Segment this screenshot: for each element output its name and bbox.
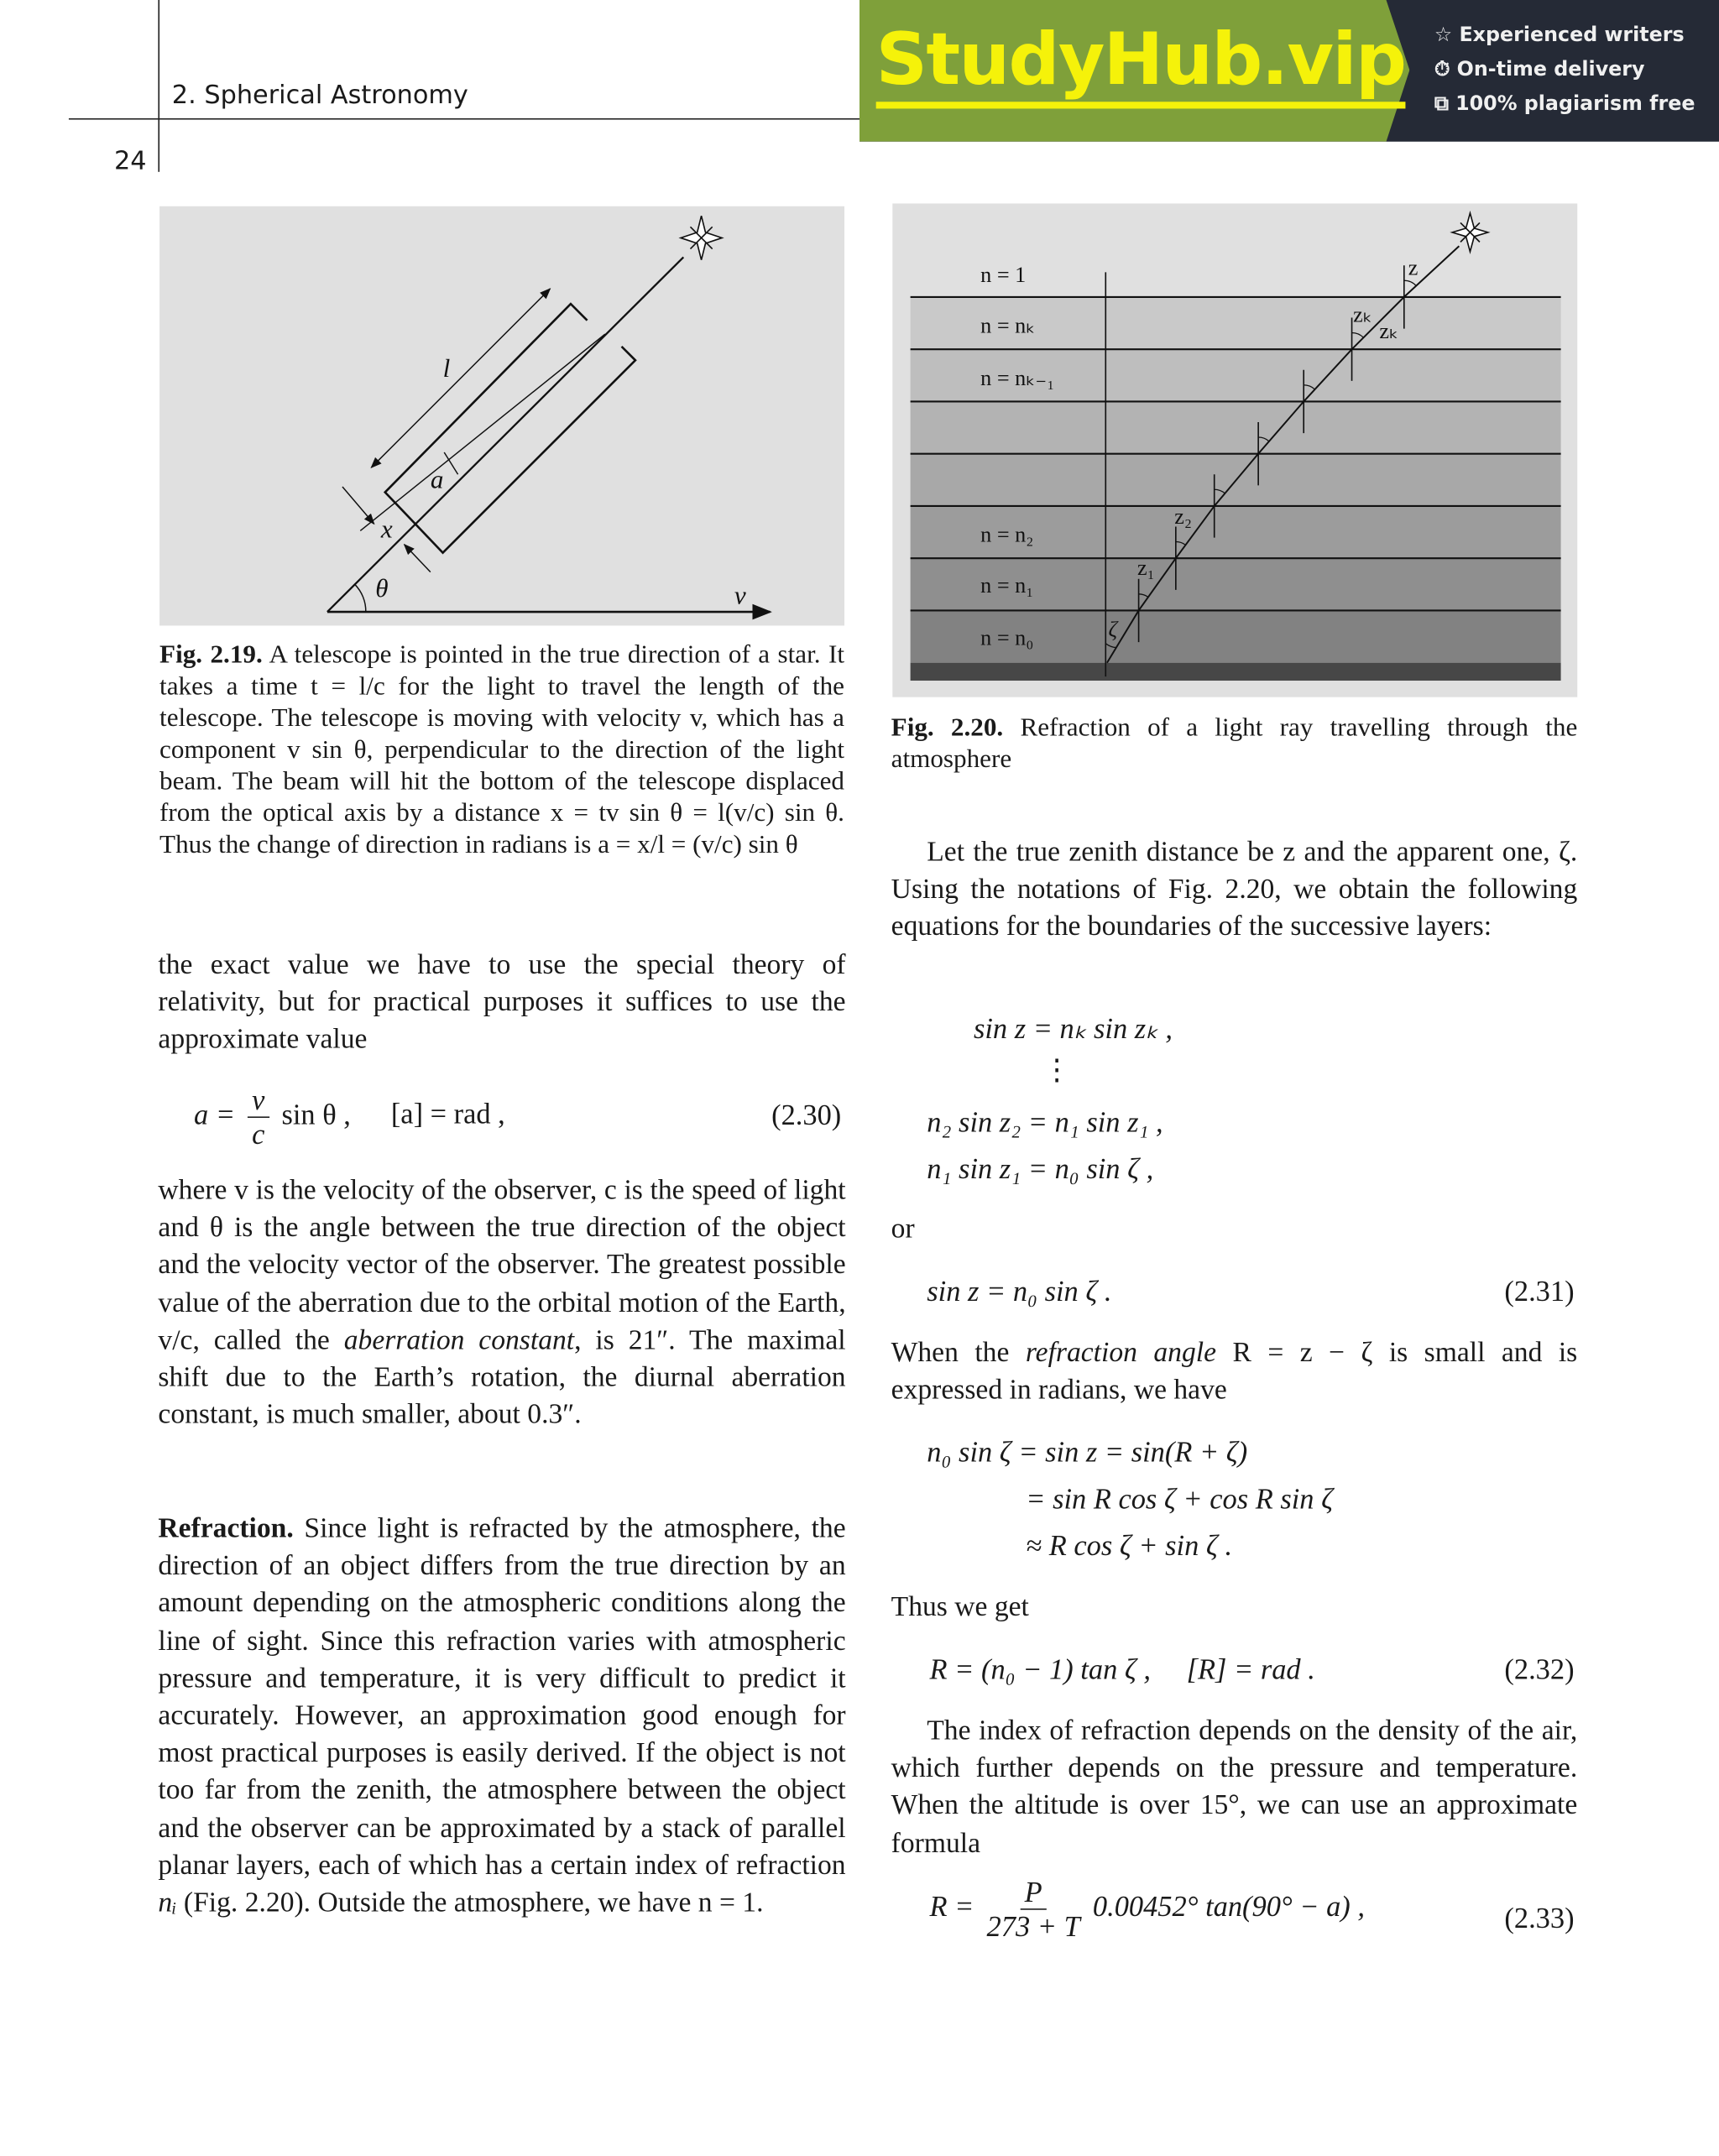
equation-number-2-32: (2.32) bbox=[1504, 1652, 1575, 1686]
caption-text: A telescope is pointed in the true direction of a star. It takes a time t = l/c for the light to travel the length of the telescope. The telescope is moving with velocity v, which has a component v sin θ, perpendicular to the direction of the light beam. The beam will hit the bottom of the telescope displaced from the optical axis by a distance x = tv sin θ = l(v/c) sin θ. Thus the change of direction in radians is a = x/l = (v/c) sin θ bbox=[159, 640, 844, 859]
layer-label-nk-1: n = nₖ₋₁ bbox=[980, 365, 1055, 390]
ad-brand-logo: StudyHub.vip bbox=[876, 19, 1406, 108]
text-or: or bbox=[891, 1214, 915, 1245]
eq-main: R = (n₀ − 1) tan ζ , bbox=[929, 1652, 1152, 1686]
paragraph-index-of-refraction: The index of refraction depends on the density of the air, which further depends on the pressure and temperature. When the altitude is over 15°, we can use an approximate formula bbox=[891, 1715, 1578, 1859]
angle-label-zk-upper: zₖ bbox=[1353, 302, 1372, 327]
derivation-line-2: = sin R cos ζ + cos R sin ζ bbox=[1026, 1482, 1334, 1516]
eq-denominator: 273 + T bbox=[986, 1909, 1080, 1944]
eq-unit: [R] = rad . bbox=[1186, 1652, 1315, 1686]
equation-number-2-31: (2.31) bbox=[1504, 1274, 1575, 1308]
star-icon: ☆ bbox=[1434, 24, 1453, 47]
derivation-line-1: n₀ sin ζ = sin z = sin(R + ζ) bbox=[927, 1435, 1248, 1469]
text: Since light is refracted by the atmosphere, the direction of an object differs from the true direction by an amount depending on the atmospheric conditions along the line of sight. Since this refraction varies with atmospheric pressure and temperature, it is very difficult to predict it accurately. However, an approximation good enough for most practical purposes is easily derived. If the object is not too far from the zenith, the atmosphere between the object and the observer can be approximated by a stack of parallel planar layers, each of which has a certain index of refraction bbox=[158, 1513, 846, 1882]
ad-feature-label: Experienced writers bbox=[1459, 24, 1685, 47]
ad-feature-label: 100% plagiarism free bbox=[1455, 93, 1695, 116]
equation-2-33 bbox=[930, 1876, 1365, 1944]
atmosphere-layer bbox=[911, 401, 1561, 453]
equation-2-31: sin z = n₀ sin ζ . bbox=[927, 1274, 1112, 1308]
label-x: x bbox=[380, 514, 393, 544]
layer-label-n2: n = n₂ bbox=[980, 522, 1034, 547]
symbol-ni: nᵢ bbox=[158, 1887, 177, 1918]
text: , is 21″. The maximal shift due to the Earth’s rotation, the diurnal aberration constant, is much smaller, about 0.3″. bbox=[158, 1325, 846, 1431]
eq-lhs: R = bbox=[929, 1889, 974, 1924]
layer-equation-k: sin z = nₖ sin zₖ , bbox=[973, 1011, 1173, 1046]
text-thus-we-get: Thus we get bbox=[891, 1592, 1029, 1623]
page-number: 24 bbox=[113, 147, 147, 176]
paragraph-relativity: the exact value we have to use the special theory of relativity, but for practical purposes it suffices to use the approximate value bbox=[158, 950, 846, 1056]
label-v: v bbox=[734, 580, 746, 610]
text: where v is the velocity of the observer, c is the speed of light and θ is the angle between the true direction of the object and the velocity vector of the observer. The greatest possible value of the aberration due to the orbital motion of the Earth, v/c, called the bbox=[158, 1175, 846, 1356]
eq-numerator: v bbox=[248, 1083, 269, 1118]
angle-label-zk-lower: zₖ bbox=[1379, 319, 1399, 344]
clock-icon: ⏱ bbox=[1434, 59, 1450, 81]
eq-numerator: P bbox=[1021, 1876, 1047, 1910]
caption-label: Fig. 2.20. bbox=[891, 713, 1004, 743]
paragraph-aberration bbox=[158, 1173, 845, 1435]
eq-rhs: 0.00452° tan(90° − a) , bbox=[1092, 1889, 1365, 1924]
equation-2-32 bbox=[930, 1652, 1315, 1687]
caption-text: Refraction of a light ray travelling through the atmosphere bbox=[891, 713, 1578, 775]
equation-number-2-30: (2.30) bbox=[771, 1099, 842, 1132]
eq-rhs: sin θ , bbox=[281, 1098, 351, 1131]
layer-equation-1: n₁ sin z₁ = n₀ sin ζ , bbox=[927, 1151, 1154, 1186]
section-heading-refraction: Refraction. bbox=[158, 1513, 294, 1544]
chapter-title: 2. Spherical Astronomy bbox=[171, 81, 468, 111]
figure-2-19-background bbox=[159, 206, 844, 626]
angle-label-zeta: ζ bbox=[1108, 617, 1118, 642]
label-theta: θ bbox=[375, 573, 389, 603]
layer-label-1: n = 1 bbox=[980, 262, 1027, 287]
atmosphere-layers bbox=[911, 297, 1561, 681]
angle-label-z1: z₁ bbox=[1136, 555, 1155, 580]
copy-icon: ⧉ bbox=[1434, 93, 1449, 116]
vertical-ellipsis: ⋮ bbox=[1042, 1053, 1072, 1087]
angle-label-z2: z₂ bbox=[1174, 504, 1192, 530]
eq-fraction bbox=[987, 1876, 1080, 1944]
term-refraction-angle: refraction angle bbox=[1025, 1338, 1217, 1369]
eq-fraction bbox=[248, 1083, 269, 1151]
ground bbox=[911, 663, 1561, 681]
layer-label-nk: n = nₖ bbox=[980, 313, 1036, 338]
ad-feature-label: On-time delivery bbox=[1456, 59, 1645, 81]
figure-2-19-caption bbox=[159, 639, 844, 861]
paragraph-zenith-distance: Let the true zenith distance be z and the apparent one, ζ. Using the notations of Fig. 2.20, we obtain the following equations for the boundaries of the successive layers: bbox=[891, 837, 1578, 942]
text: R = z − ζ is small and is expressed in radians, we have bbox=[891, 1338, 1578, 1406]
derivation-line-3: ≈ R cos ζ + sin ζ . bbox=[1026, 1528, 1233, 1563]
text: When the bbox=[891, 1338, 1026, 1369]
text: (Fig. 2.20). Outside the atmosphere, we have n = 1. bbox=[176, 1887, 764, 1918]
paragraph-refraction bbox=[158, 1511, 845, 1923]
caption-label: Fig. 2.19. bbox=[159, 640, 263, 670]
label-l: l bbox=[442, 352, 451, 383]
layer-equation-2: n₂ sin z₂ = n₁ sin z₁ , bbox=[927, 1105, 1163, 1139]
term-aberration-constant: aberration constant bbox=[343, 1325, 575, 1356]
paragraph-refraction-angle bbox=[891, 1335, 1578, 1410]
eq-denominator: c bbox=[252, 1118, 265, 1151]
eq-unit: [a] = rad , bbox=[390, 1098, 505, 1131]
layer-label-n1: n = n₁ bbox=[980, 573, 1034, 598]
figure-2-20-caption bbox=[891, 713, 1578, 775]
equation-number-2-33: (2.33) bbox=[1504, 1901, 1575, 1935]
label-a: a bbox=[430, 464, 444, 494]
angle-label-z: z bbox=[1408, 255, 1419, 280]
eq-lhs: a = bbox=[194, 1098, 236, 1131]
layer-label-n0: n = n₀ bbox=[980, 625, 1034, 650]
equation-2-30 bbox=[194, 1083, 505, 1151]
